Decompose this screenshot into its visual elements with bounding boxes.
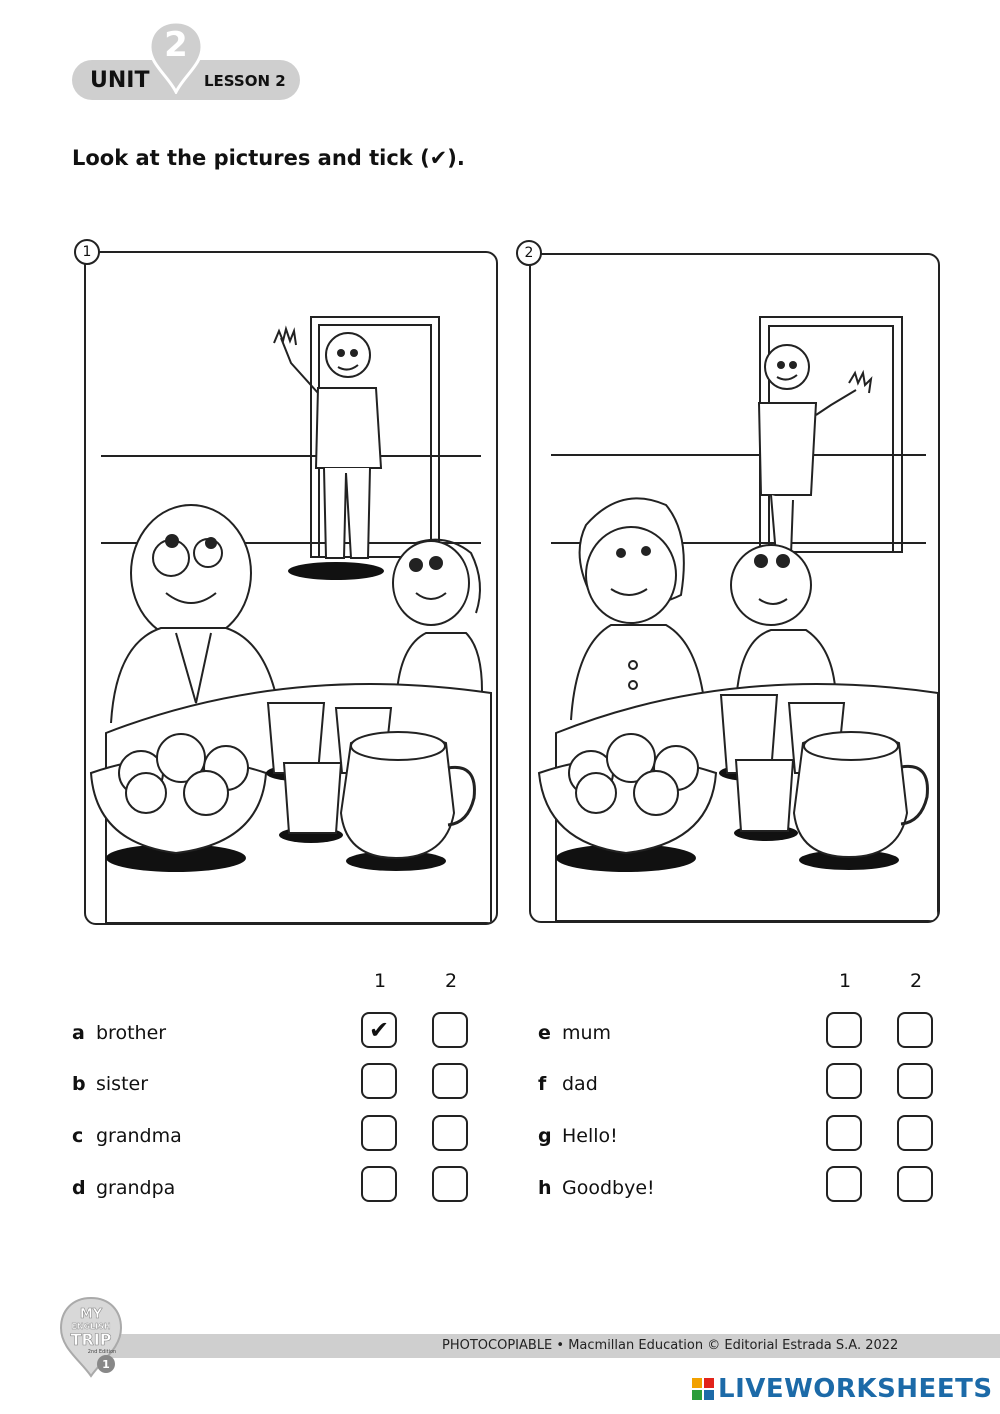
logo-text-trip: TRIP: [70, 1330, 112, 1349]
tick-box-f-1[interactable]: [826, 1063, 862, 1099]
row-letter: f: [538, 1073, 547, 1095]
picture-number-2: 2: [516, 240, 542, 266]
row-word: dad: [562, 1073, 598, 1095]
tick-box-a-2[interactable]: [432, 1012, 468, 1048]
liveworksheets-brand: LIVEWORKSHEETS: [718, 1374, 993, 1404]
tick-box-g-1[interactable]: [826, 1115, 862, 1151]
picture-panel-1: [84, 251, 498, 925]
liveworksheets-logo-icon: [692, 1378, 714, 1400]
tick-box-g-2[interactable]: [897, 1115, 933, 1151]
column-header-2-right: 2: [909, 970, 923, 992]
row-word: grandma: [96, 1125, 182, 1147]
tick-box-c-2[interactable]: [432, 1115, 468, 1151]
family-table-illustration-1: [86, 253, 496, 923]
tick-box-b-1[interactable]: [361, 1063, 397, 1099]
column-header-1-right: 1: [838, 970, 852, 992]
tick-box-h-2[interactable]: [897, 1166, 933, 1202]
row-letter: h: [538, 1177, 552, 1199]
row-word: Goodbye!: [562, 1177, 655, 1199]
row-word: grandpa: [96, 1177, 176, 1199]
row-word: mum: [562, 1022, 612, 1044]
tick-box-d-2[interactable]: [432, 1166, 468, 1202]
tick-box-h-1[interactable]: [826, 1166, 862, 1202]
row-letter: d: [72, 1177, 86, 1199]
copyright-text: PHOTOCOPIABLE • Macmillan Education © Editorial Estrada S.A. 2022: [442, 1338, 899, 1353]
tick-box-d-1[interactable]: [361, 1166, 397, 1202]
row-word: Hello!: [562, 1125, 618, 1147]
row-word: brother: [96, 1022, 167, 1044]
tick-box-f-2[interactable]: [897, 1063, 933, 1099]
tick-box-a-1[interactable]: ✔: [361, 1012, 397, 1048]
row-letter: a: [72, 1022, 85, 1044]
picture-number-1: 1: [74, 239, 100, 265]
lesson-label: LESSON 2: [204, 72, 286, 90]
column-header-2-left: 2: [444, 970, 458, 992]
row-letter: e: [538, 1022, 551, 1044]
tick-box-e-1[interactable]: [826, 1012, 862, 1048]
logo-text-edition: 2nd Edition: [87, 1349, 117, 1355]
my-english-trip-logo: [58, 1296, 124, 1378]
row-word: sister: [96, 1073, 149, 1095]
family-table-illustration-2: [531, 255, 938, 921]
row-letter: b: [72, 1073, 86, 1095]
unit-label: UNIT: [90, 68, 150, 93]
picture-panel-2: [529, 253, 940, 923]
row-letter: c: [72, 1125, 84, 1147]
row-letter: g: [538, 1125, 552, 1147]
tick-box-b-2[interactable]: [432, 1063, 468, 1099]
tick-box-e-2[interactable]: [897, 1012, 933, 1048]
logo-text-my: MY: [79, 1307, 103, 1322]
logo-text-english: ENGLISH: [71, 1322, 111, 1331]
instruction-text: Look at the pictures and tick (✔).: [72, 146, 465, 170]
logo-text-level: 1: [102, 1358, 110, 1371]
unit-number: 2: [164, 25, 188, 65]
tick-box-c-1[interactable]: [361, 1115, 397, 1151]
column-header-1-left: 1: [373, 970, 387, 992]
